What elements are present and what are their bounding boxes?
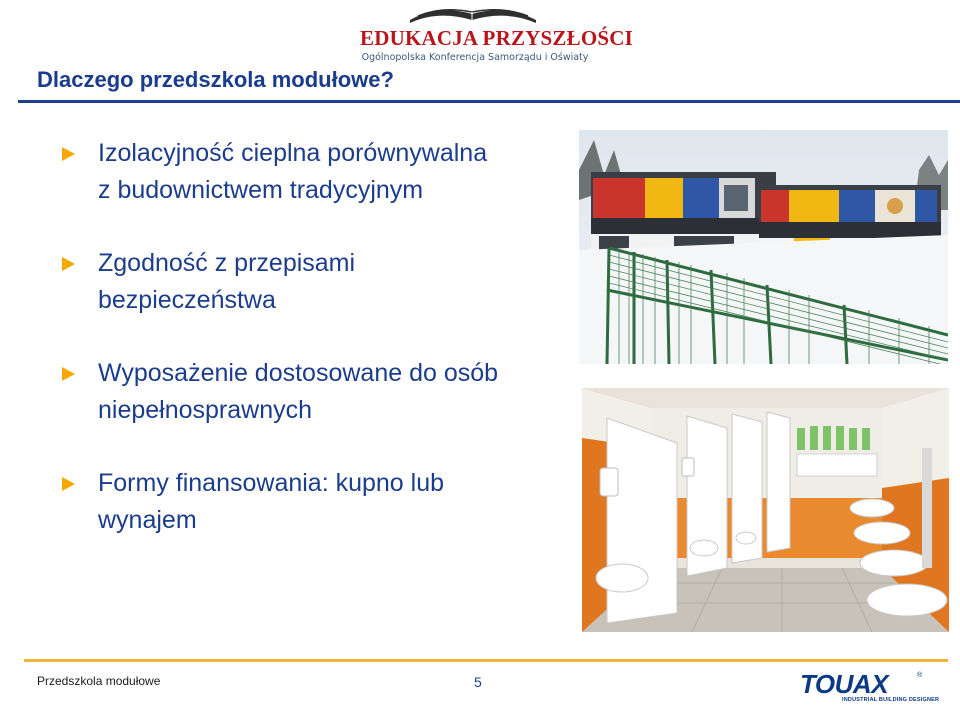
touax-logo: [800, 669, 940, 706]
logo-subtitle: Ogólnopolska Konferencja Samorządu i Oświaty: [361, 52, 589, 63]
bullet-line: bezpieczeństwa: [98, 286, 276, 314]
bullet-item: [62, 135, 542, 209]
bullet-line: Izolacyjność cieplna porównywalna: [98, 139, 488, 167]
bullet-line: z budownictwem tradycyjnym: [98, 176, 424, 204]
bullet-line: Wyposażenie dostosowane do osób: [98, 359, 499, 387]
bullet-item: [62, 355, 542, 429]
bullet-line: wynajem: [98, 506, 197, 534]
bullet-line: Formy finansowania: kupno lub: [98, 469, 445, 497]
bullet-item: [62, 465, 542, 539]
conference-logo: [360, 0, 633, 70]
bullet-line: Zgodność z przepisami: [98, 249, 356, 277]
bullet-line: niepełnosprawnych: [98, 396, 313, 424]
bullet-list: [62, 135, 542, 575]
triangle-bullet-icon: [62, 477, 75, 491]
touax-wordmark: TOUAX: [800, 669, 889, 699]
modular-kindergarten-photo: [579, 130, 948, 364]
footer-divider: [24, 659, 948, 662]
restroom-interior-photo: [582, 388, 949, 632]
touax-tagline: INDUSTRIAL BUILDING DESIGNER: [842, 697, 940, 703]
triangle-bullet-icon: [62, 147, 75, 161]
registered-mark: ®: [917, 672, 923, 679]
triangle-bullet-icon: [62, 367, 75, 381]
triangle-bullet-icon: [62, 257, 75, 271]
logo-title: EDUKACJA PRZYSZŁOŚCI: [360, 26, 633, 50]
bullet-item: [62, 245, 542, 319]
page-title: Dlaczego przedszkola modułowe?: [37, 67, 394, 92]
footer-title: Przedszkola modułowe: [37, 674, 161, 688]
open-book-icon: [408, 0, 538, 24]
page-number: 5: [474, 674, 482, 690]
title-divider: [18, 100, 960, 103]
